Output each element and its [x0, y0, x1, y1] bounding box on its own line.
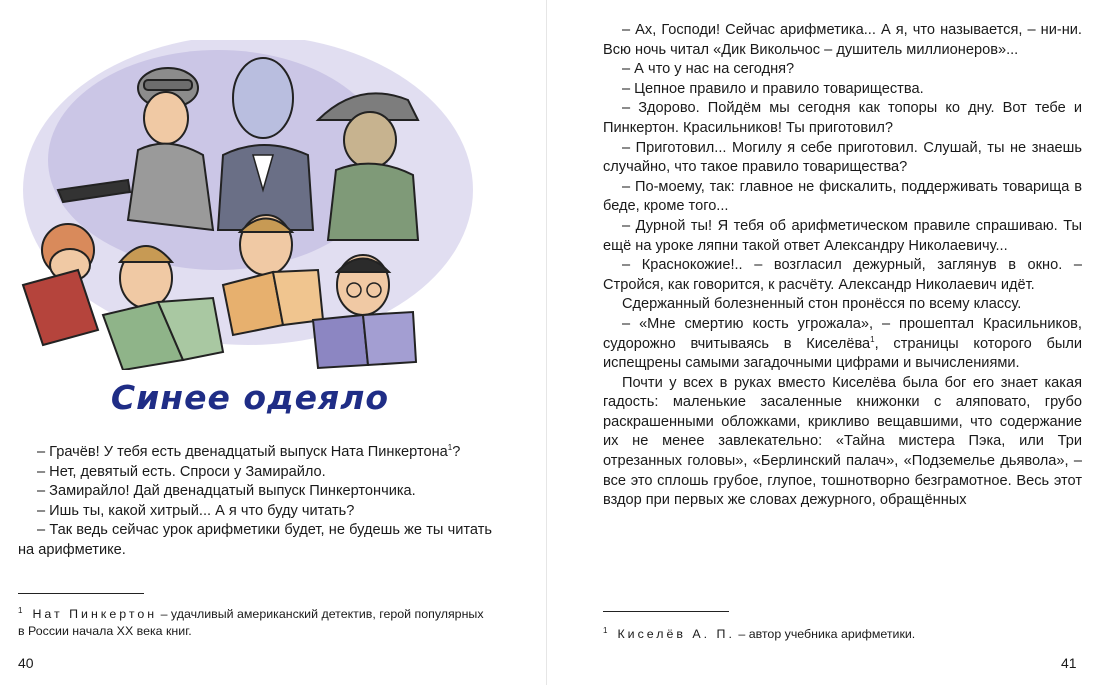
paragraph: – Краснокожие!.. – возгласил дежурный, заглянув в окно. – Стройся, как говорится, к расчёту. Александр Николаевич идёт. [603, 257, 1082, 293]
footnote-ref: 1 [447, 443, 453, 453]
footnote [18, 602, 492, 640]
paragraph: – Приготовил... Могилу я себе приготовил. Слушай, ты не знаешь случайно, что такое правило товарищества? [603, 139, 1082, 176]
illustration-schoolboys-reading [18, 40, 488, 370]
paragraph: – Грачёв! У тебя есть двенадцатый выпуск Ната Пинкертона$^1$? [37, 443, 461, 460]
page-number: 40 [18, 655, 34, 671]
paragraph: – Ах, Господи! Сейчас арифметика... А я, что называется, – ни-ни. Всю ночь читал «Дик Викольчос – душитель миллионеров»... [603, 22, 1082, 58]
left-page [0, 0, 546, 685]
paragraph: – Дурной ты! Я тебя об арифметическом правиле спрашиваю. Ты ещё на уроке ляпни такой ответ Александру Николаевичу... [603, 217, 1082, 254]
footnote-number: 1 [603, 626, 608, 635]
paragraph: Сдержанный болезненный стон пронёсся по всему классу. [622, 296, 1022, 313]
footnote-number: 1 [18, 606, 23, 615]
paragraph: Почти у всех в руках вместо Киселёва была бог его знает какая гадость: маленькие засаленные книжонки с аляповато, грубо раскрашенными обложками, крикливо вещавшими, что содержание их не менее завлекательно: «Тайна мистера Пэка, или Три отрезанных головы», «Берлинский палач», «Подземелье дьявола», – все это сплошь грубое, глупое, тошнотворно безграмотное. Весь этот вздор при первых же словах дежурного, обращённых [603, 374, 1082, 509]
paragraph: – Цепное правило и правило товарищества. [622, 80, 924, 97]
paragraph: – Замирайло! Дай двенадцатый выпуск Пинкертончика. [37, 483, 416, 500]
paragraph: – Ишь ты, какой хитрый... А я что буду читать? [37, 502, 355, 519]
footnote-term: Нат Пинкертон [32, 607, 158, 622]
footnote-divider [18, 593, 144, 594]
page-number: 41 [1061, 655, 1077, 671]
paragraph: – А что у нас на сегодня? [622, 61, 795, 78]
footnote-text: – автор учебника арифметики. [734, 627, 916, 642]
paragraph: – Так ведь сейчас урок арифметики будет, не будешь же ты читать на арифметике. [18, 522, 492, 558]
left-page-text [18, 443, 492, 561]
paragraph: – Здорово. Пойдём мы сегодня как топоры ко дну. Вот тебе и Пинкертон. Красильников! Ты приготовил? [603, 100, 1082, 136]
paragraph: – По-моему, так: главное не фискалить, поддерживать товарища в беде, кроме того... [603, 178, 1082, 215]
paragraph: – «Мне смертию кость угрожала», – прошептал Красильников, судорожно вчитываясь в Киселёва$^1$, страницы которого были испещрены самыми загадочными цифрами и вычислениями. [603, 315, 1082, 372]
paragraph: – Нет, девятый есть. Спроси у Замирайло. [37, 463, 326, 480]
footnote-term: Киселёв А. П. [617, 627, 735, 642]
right-page-text [603, 21, 1082, 511]
footnote-ref: 1 [870, 334, 875, 344]
footnote-text: – удачливый американский детектив, герой популярных в России начала XX века книг. [18, 607, 484, 639]
footnote [603, 622, 1082, 643]
chapter-title: Синее одеяло [110, 378, 390, 417]
footnote-divider [603, 611, 729, 612]
